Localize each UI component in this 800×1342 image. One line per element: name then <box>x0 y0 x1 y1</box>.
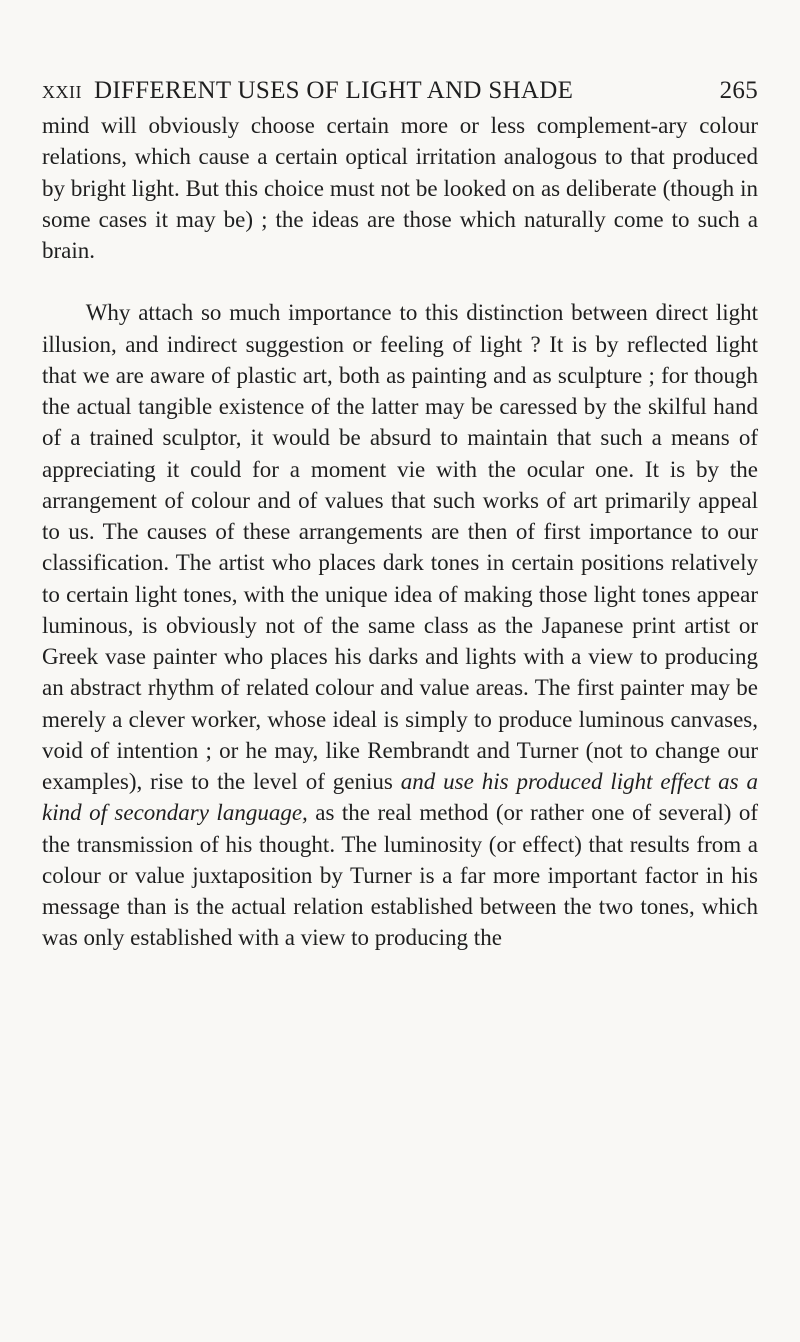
page-number: 265 <box>719 77 758 104</box>
chapter-number: xxii <box>42 77 82 104</box>
running-head <box>42 74 758 108</box>
paragraph-2-text-before: Why attach so much importance to this distinction between direct light illusion, and indirect suggestion or feeling of light ? It is by reflected light that we are aware of plastic art, both as painting and as sculpture ; for though the actual tangible existence of the latter may be caressed by the skilful hand of a trained sculptor, it would be absurd to maintain that such a means of appreciating it could for a moment vie with the ocular one. It is by the arrangement of colour and of values that such works of art primarily appeal to us. The causes of these arrangements are then of first importance to our classification. The artist who places dark tones in certain positions relatively to certain light tones, with the unique idea of making those light tones appear luminous, is obviously not of the same class as the Japanese print artist or Greek vase painter who places his darks and lights with a view to producing an abstract rhythm of related colour and value areas. The first painter may be merely a clever worker, whose ideal is simply to produce luminous canvases, void of intention ; or he may, like Rembrandt and Turner (not to change our examples), rise to the level of genius <box>42 300 758 794</box>
book-page <box>42 74 758 954</box>
paragraph-2 <box>42 297 758 953</box>
running-head-left <box>42 74 573 108</box>
paragraph-1: mind will obviously choose certain more or less complement-ary colour relations, which cause a certain optical irritation analogous to that produced by bright light. But this choice must not be looked on as deliberate (though in some cases it may be) ; the ideas are those which naturally come to such a brain. <box>42 113 758 263</box>
paragraph-2-text-after: as the real method (or rather one of several) of the transmission of his thought. The luminosity (or effect) that results from a colour or value juxtaposition by Turner is a far more important factor in his message than is the actual relation established between the two tones, which was only established with a view to producing the <box>42 800 759 951</box>
chapter-title: DIFFERENT USES OF LIGHT AND SHADE <box>94 77 574 104</box>
paragraph-2-italic-phrase: and use his produced light effect as a kind of secondary language, <box>42 769 758 826</box>
